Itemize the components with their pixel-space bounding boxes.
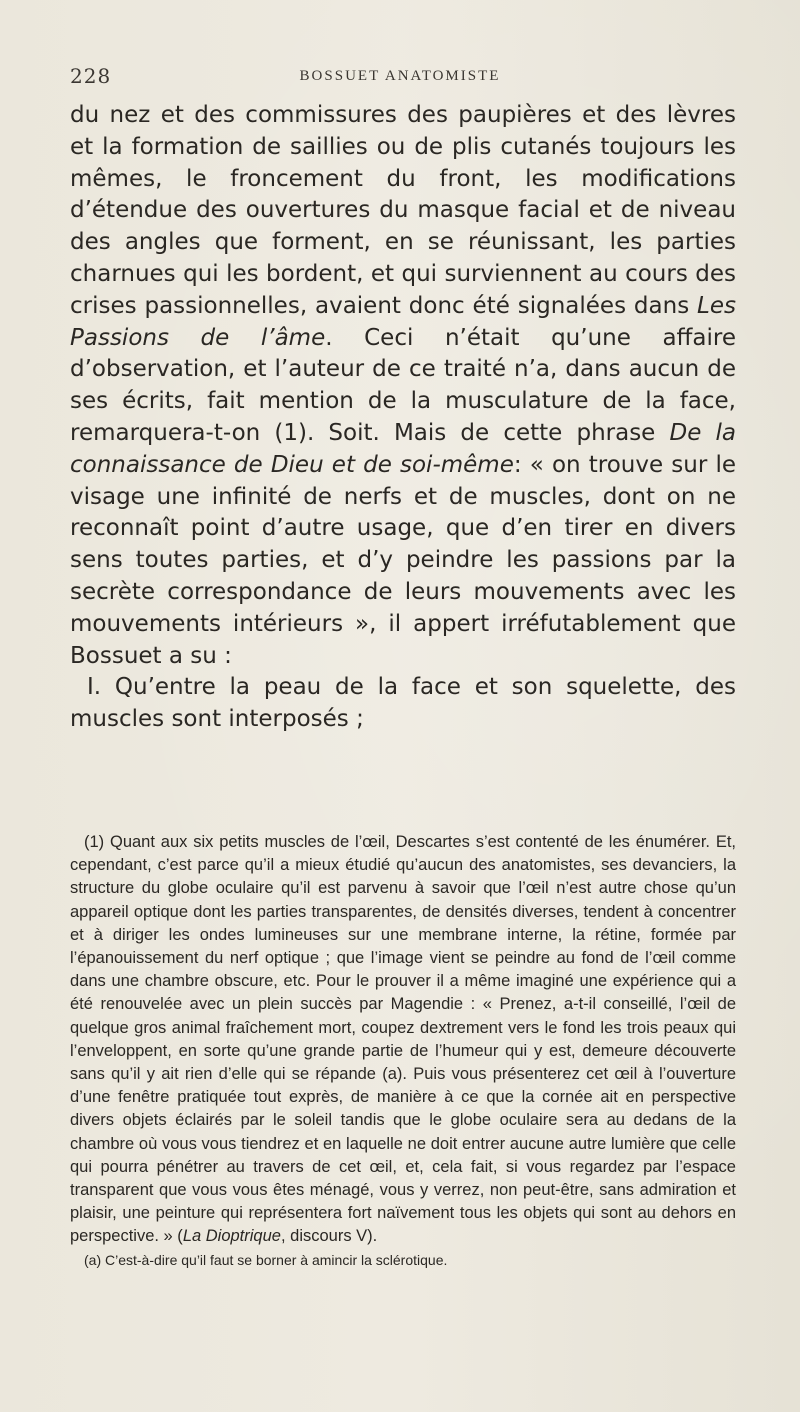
book-title: De la connaissance de Dieu et de soi-même xyxy=(70,419,736,478)
footnotes xyxy=(70,831,736,1269)
main-text xyxy=(70,100,736,736)
running-head: BOSSUET ANATOMISTE xyxy=(299,68,501,84)
footnote-1 xyxy=(70,831,736,1249)
text-run: : « on trouve sur le visage une infinité de nerfs et de muscles, dont on ne reconnaît point d’autre usage, que d’en tirer en divers sens toutes parties, et d’y peindre les passions par la secrète correspondance de leurs mouvements avec les mouvements intérieurs », il appert irréfutablement que Bossuet a su : xyxy=(70,451,736,669)
page-header xyxy=(70,64,730,88)
footnote-text: , discours V). xyxy=(280,1227,378,1246)
text-run: . Ceci n’était qu’une affaire d’observation, et l’auteur de ce traité n’a, dans aucun de ses écrits, fait mention de la musculature de la face, remarquera-t-on (1). Soit. Mais de cette phrase xyxy=(70,324,736,446)
page-number: 228 xyxy=(70,64,112,88)
footnote-text: (1) Quant aux six petits muscles de l’œil, Descartes s’est contenté de les énumérer. Et, cependant, c’est parce qu’il a mieux étudié qu’aucun des anatomistes, ses devanciers, la structure du globe oculaire qu’il est parvenu à savoir que l’œil n’est autre chose qu’un appareil optique dont les parties transparentes, de densités diverses, tendent à concentrer et à diriger les ondes lumineuses sur une membrane interne, la rétine, formée par l’épanouissement du nerf optique ; que l’image vient se peindre au fond de l’œil comme dans une chambre obscure, etc. Pour le prouver il a même imaginé une expérience qui a été renouvelée avec un plein succès par Magendie : « Prenez, a-t-il conseillé, l’œil de quelque gros animal fraîchement mort, coupez dextrement vers le fond les trois peaux qui l’enveloppent, en sorte qu’une grande partie de l’humeur qui y est, demeure découverte sans qu’il y ait rien d’elle qui se répande (a). Puis vous présenterez cet œil à l’ouverture d’une fenêtre pratiquée tout exprès, de manière à ce que la cornée ait en perspective divers objets éclairés par le soleil tandis que le globe oculaire sera au dedans de la chambre où vous vous tiendrez et en laquelle ne doit entrer aucune autre lumière que celle qui pourra pénétrer au travers de cet œil, et, cela fait, si vous regardez par l’espace transparent que vous vous êtes ménagé, vous y verrez, non peut-être, sans admiration et plaisir, une peinture qui représentera fort naïvement tous les objets qui sont au dehors en perspective. » ( xyxy=(70,833,736,1246)
paragraph xyxy=(70,100,736,672)
book-title: Les Passions de l’âme xyxy=(70,292,736,351)
footnote-a: (a) C’est-à-dire qu’il faut se borner à amincir la sclérotique. xyxy=(84,1251,448,1268)
numbered-point: I. Qu’entre la peau de la face et son squelette, des muscles sont interposés ; xyxy=(70,674,736,733)
footnote-book-title: La Dioptrique xyxy=(182,1227,281,1246)
text-run: du nez et des commissures des paupières et des lèvres et la formation de saillies ou de plis cutanés toujours les mêmes, le froncement du front, les modifications d’étendue des ouvertures du masque facial et de niveau des angles que forment, en se réunissant, les parties charnues qui les bordent, et qui surviennent au cours des crises passionnelles, avaient donc été signalées dans xyxy=(70,102,736,319)
